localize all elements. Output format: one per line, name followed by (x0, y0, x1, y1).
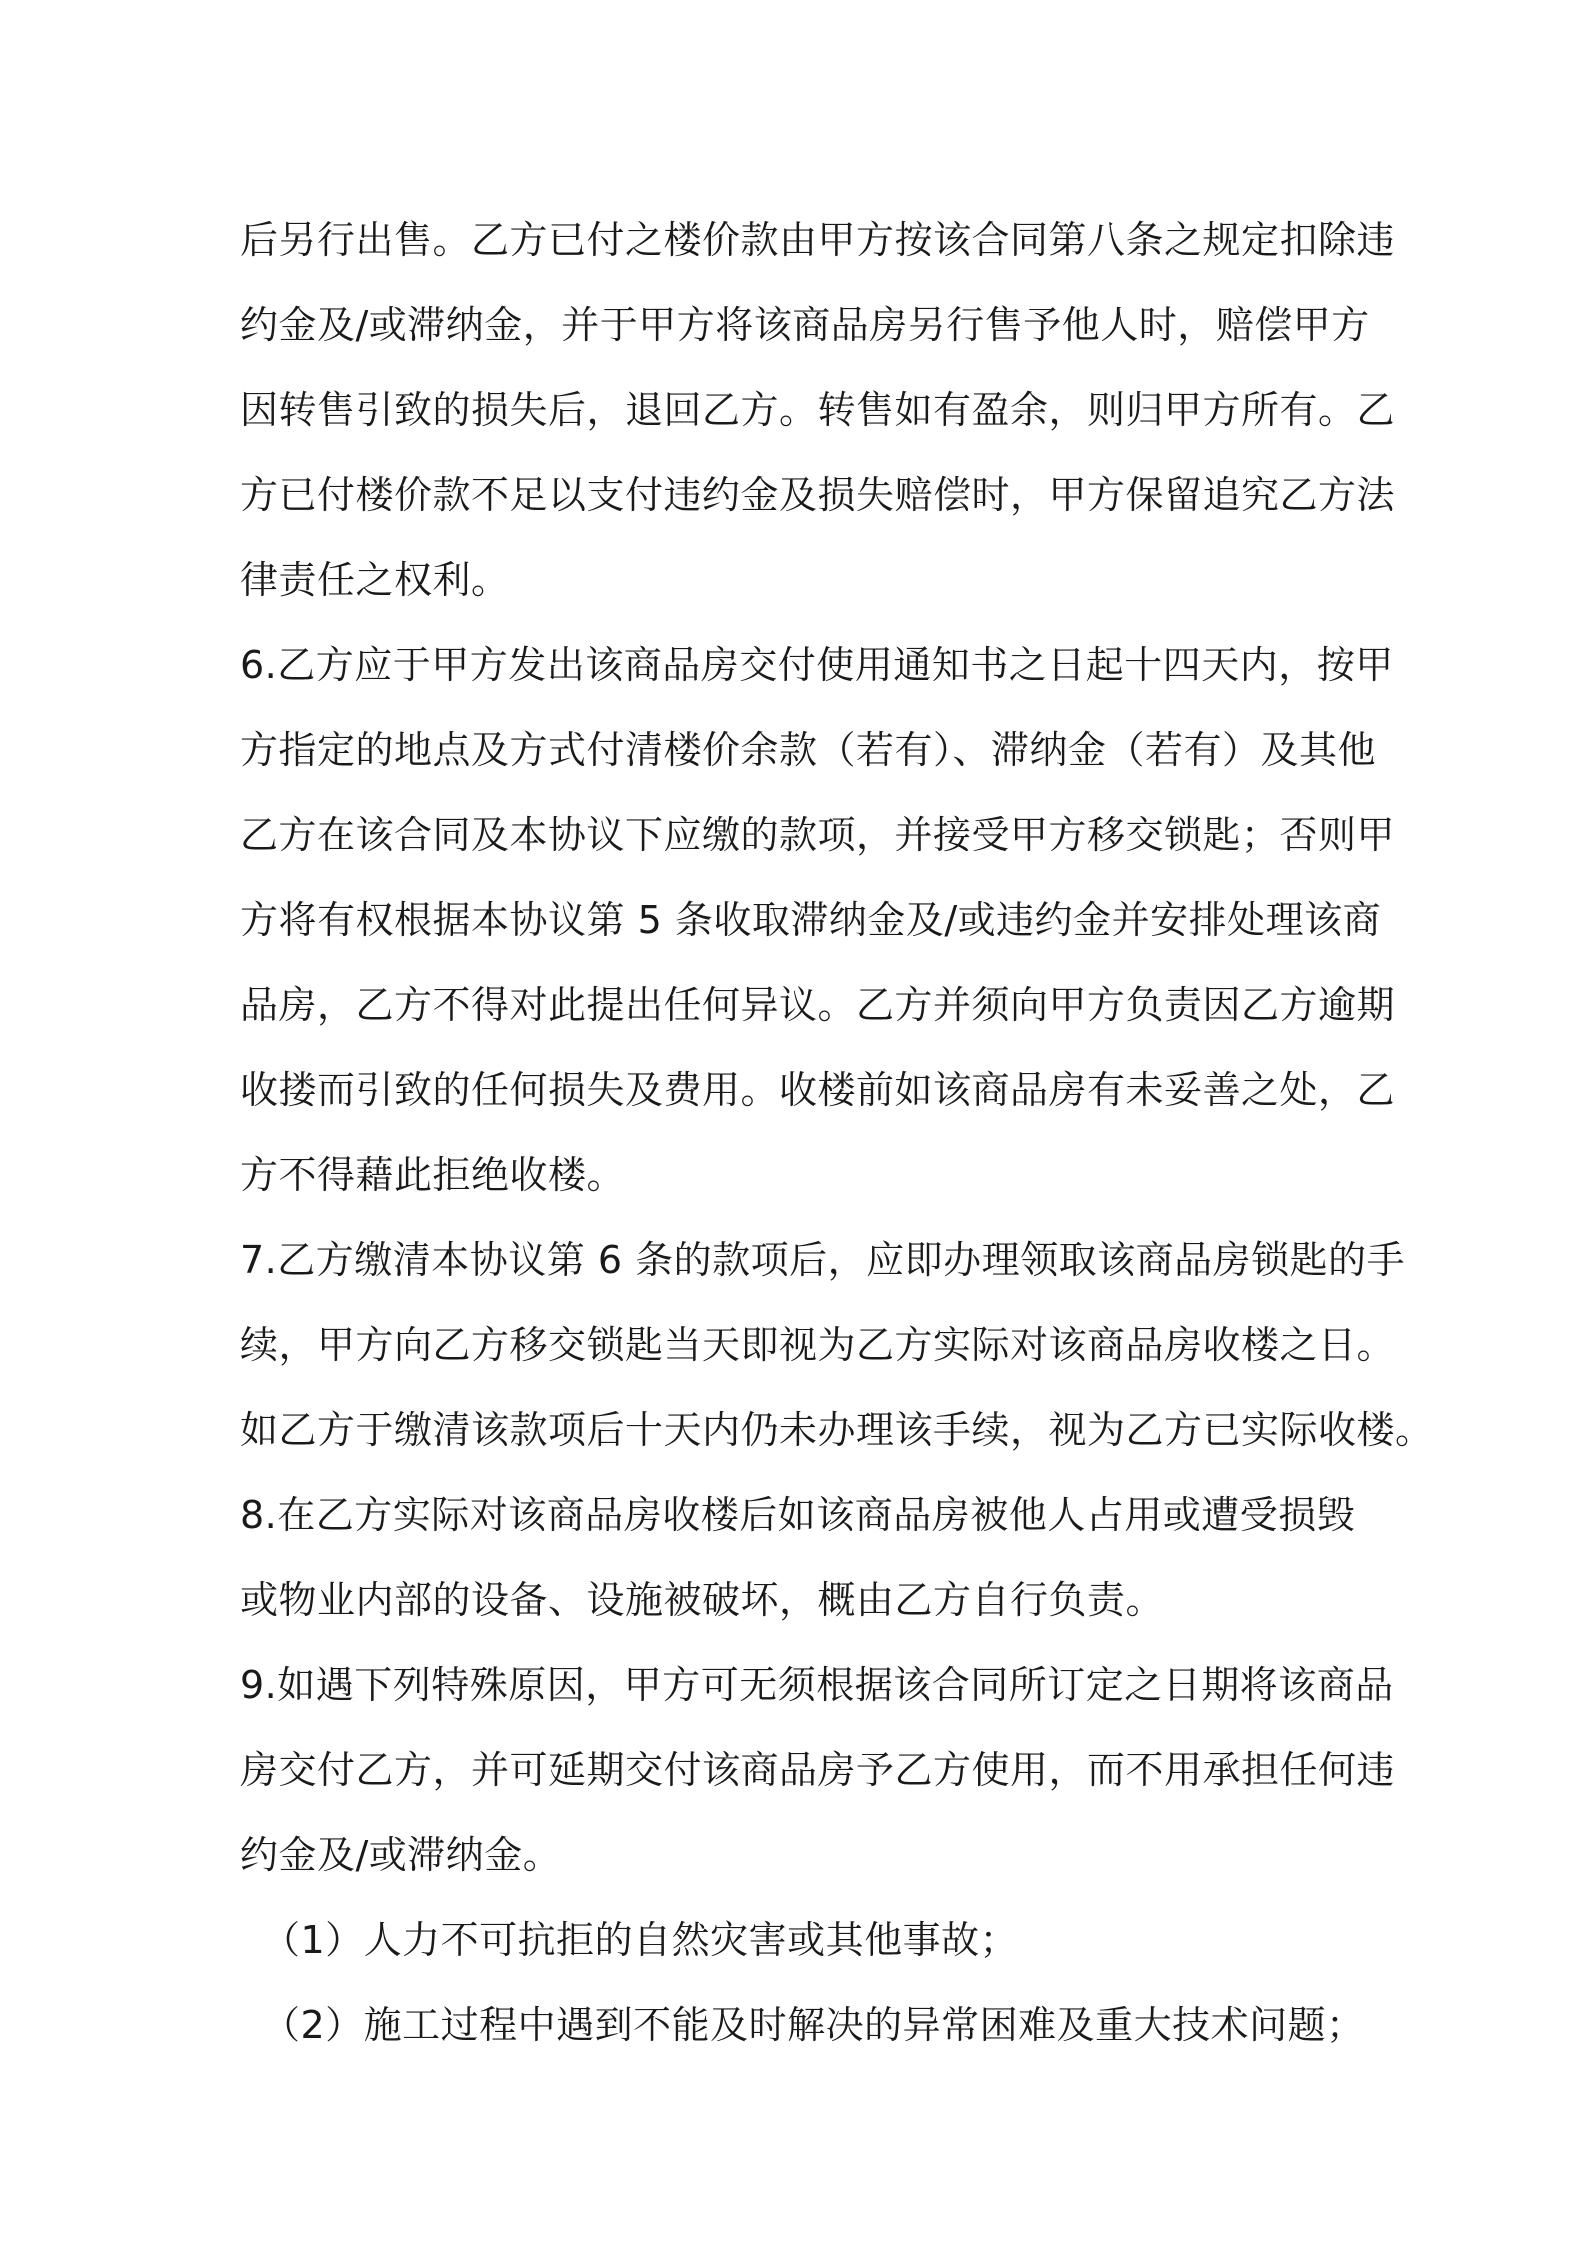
text-line: 方指定的地点及方式付清楼价余款（若有）、滞纳金（若有）及其他 (240, 728, 1377, 772)
text-line: 律责任之权利。 (240, 558, 510, 602)
clause-9-line: 9.如遇下列特殊原因，甲方可无须根据该合同所订定之日期将该商品 (240, 1663, 1394, 1707)
text-line: 品房，乙方不得对此提出任何异议。乙方并须向甲方负责因乙方逾期 (240, 983, 1396, 1027)
text-line: 方将有权根据本协议第 5 条收取滞纳金及/或违约金并安排处理该商 (240, 898, 1382, 942)
text-line: 如乙方于缴清该款项后十天内仍未办理该手续，视为乙方已实际收楼。 (240, 1408, 1434, 1452)
text-line: 续，甲方向乙方移交锁匙当天即视为乙方实际对该商品房收楼之日。 (240, 1323, 1396, 1367)
text-line: 方不得藉此拒绝收楼。 (240, 1153, 626, 1197)
text-line: 约金及/或滞纳金。 (240, 1833, 562, 1877)
text-line: 方已付楼价款不足以支付违约金及损失赔偿时，甲方保留追究乙方法 (240, 473, 1396, 517)
text-line: 收搂而引致的任何损失及费用。收楼前如该商品房有未妥善之处，乙 (240, 1068, 1396, 1112)
text-line: 乙方在该合同及本协议下应缴的款项，并接受甲方移交锁匙；否则甲 (240, 813, 1396, 857)
text-line: 房交付乙方，并可延期交付该商品房予乙方使用，而不用承担任何违 (240, 1748, 1396, 1792)
clause-8-line: 8.在乙方实际对该商品房收楼后如该商品房被他人占用或遭受损毁 (240, 1493, 1356, 1537)
clause-6-line: 6.乙方应于甲方发出该商品房交付使用通知书之日起十四天内，按甲 (240, 643, 1394, 687)
list-item-1: （1）人力不可抗拒的自然灾害或其他事故； (262, 1918, 1019, 1962)
text-line: 或物业内部的设备、设施被破坏，概由乙方自行负责。 (240, 1578, 1165, 1622)
list-item-2: （2）施工过程中遇到不能及时解决的异常困难及重大技术问题； (262, 2003, 1365, 2047)
text-line: 后另行出售。乙方已付之楼价款由甲方按该合同第八条之规定扣除违 (240, 218, 1396, 262)
text-line: 因转售引致的损失后，退回乙方。转售如有盈余，则归甲方所有。乙 (240, 388, 1396, 432)
text-line: 约金及/或滞纳金，并于甲方将该商品房另行售予他人时，赔偿甲方 (240, 303, 1370, 347)
clause-7-line: 7.乙方缴清本协议第 6 条的款项后，应即办理领取该商品房锁匙的手 (240, 1238, 1406, 1282)
document-body (240, 198, 1434, 2068)
